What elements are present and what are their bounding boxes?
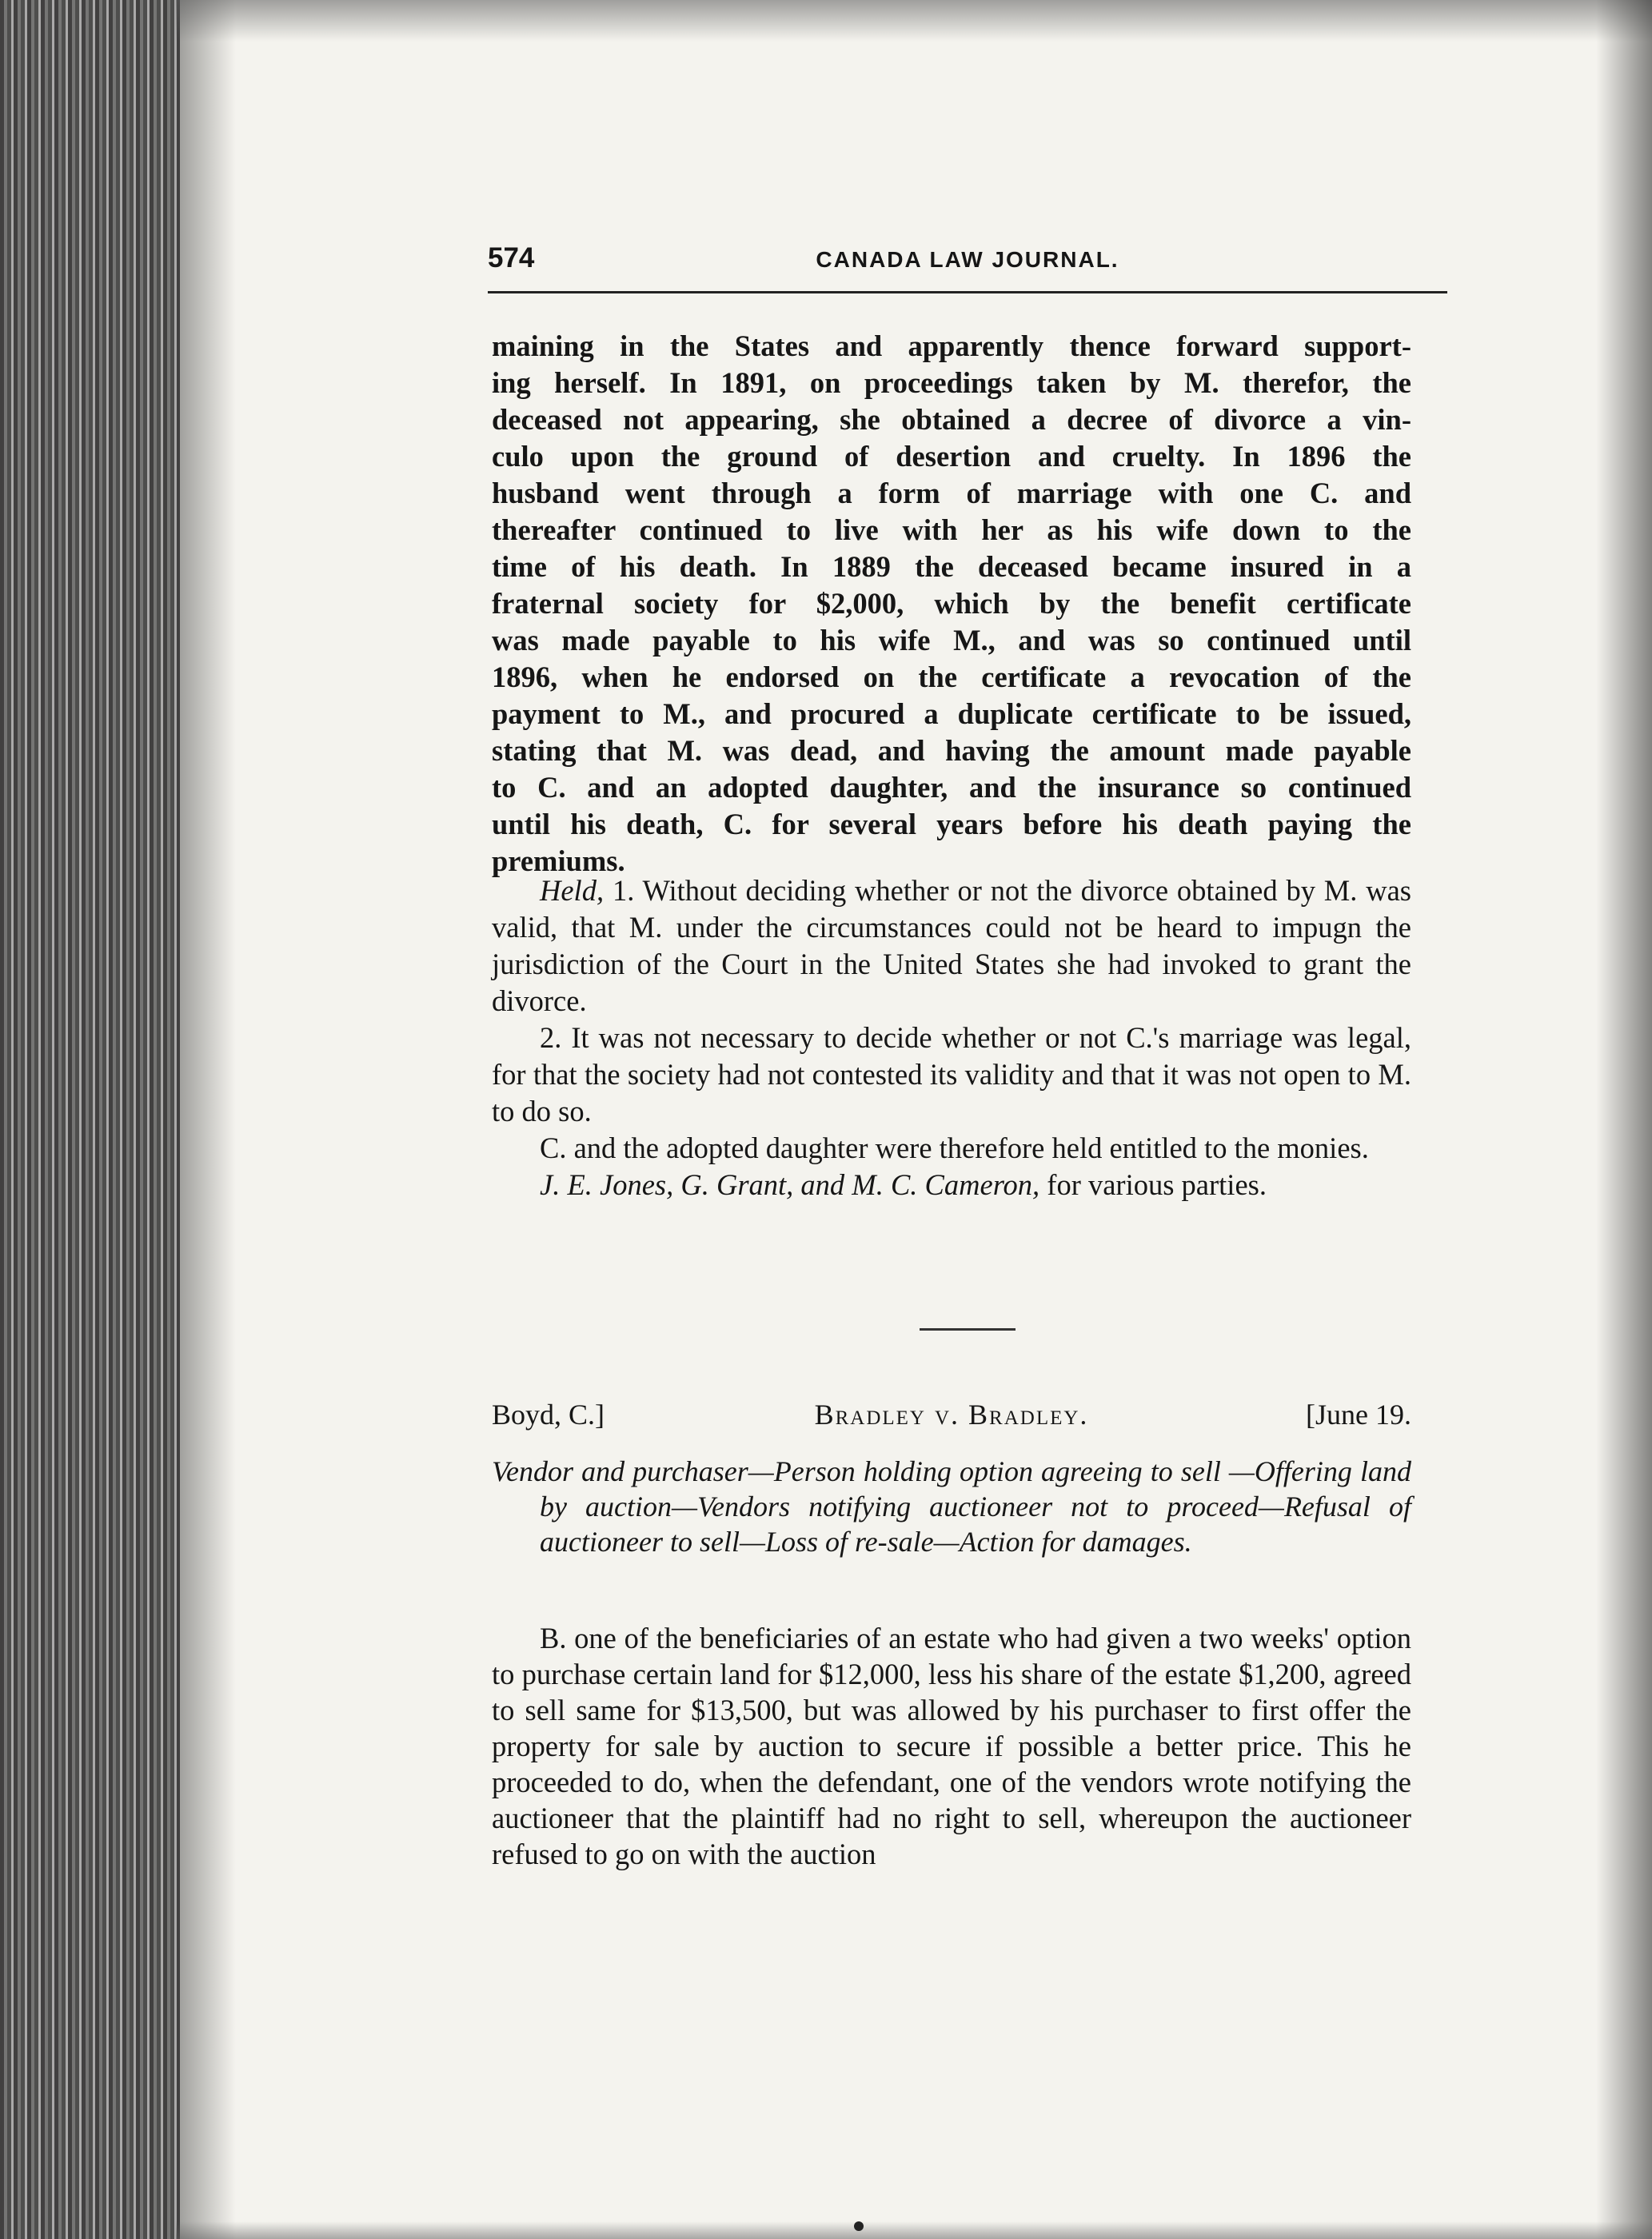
summary-line: until his death, C. for several years before his death paying the	[492, 808, 1411, 840]
scan-dot	[854, 2221, 864, 2231]
case-headnote	[492, 1454, 1411, 1559]
scan-left-edge	[0, 0, 180, 2239]
counsel-paragraph	[492, 1167, 1411, 1203]
summary-line: to C. and an adopted daughter, and the insurance so continued	[492, 771, 1411, 804]
summary-line: husband went through a form of marriage with one C. and	[492, 477, 1411, 509]
case-facts	[492, 1620, 1411, 1872]
summary-line: stating that M. was dead, and having the amount made payable	[492, 734, 1411, 767]
case-title: Bradley v. Bradley.	[814, 1399, 1089, 1431]
summary-line: 1896, when he endorsed on the certificate a revocation of the	[492, 661, 1411, 693]
scan-bottom-edge	[176, 2221, 1652, 2239]
case-summary	[492, 328, 1411, 880]
section-divider	[920, 1328, 1016, 1331]
journal-title: CANADA LAW JOURNAL.	[816, 247, 1119, 272]
page-number: 574	[488, 242, 535, 273]
scan-top-edge	[176, 0, 1652, 42]
judge-reference: Boyd, C.]	[492, 1399, 605, 1431]
scan-left-shadow	[180, 0, 236, 2239]
summary-line: fraternal society for $2,000, which by the benefit certificate	[492, 587, 1411, 620]
summary-line: deceased not appearing, she obtained a decree of divorce a vin-	[492, 403, 1411, 436]
held-paragraph-1	[492, 872, 1411, 1020]
summary-line: payment to M., and procured a duplicate certificate to be issued,	[492, 697, 1411, 730]
summary-line: maining in the States and apparently thence forward support-	[492, 329, 1411, 362]
case-date: [June 19.	[1306, 1399, 1411, 1431]
case-caption	[492, 1398, 1411, 1436]
held-paragraph-2: 2. It was not necessary to decide whether or not C.'s marriage was legal, for that the society had not contested its validity and that it was not open to M. to do so.	[492, 1021, 1411, 1127]
counsel-role: for various parties.	[1039, 1168, 1267, 1201]
header-rule	[488, 291, 1447, 293]
result-paragraph: C. and the adopted daughter were therefore held entitled to the monies.	[540, 1131, 1369, 1164]
summary-line: premiums.	[492, 844, 625, 877]
summary-line: ing herself. In 1891, on proceedings taken by M. therefor, the	[492, 366, 1411, 399]
running-head	[488, 242, 1447, 277]
headnote-text: Vendor and purchaser—Person holding option agreeing to sell —Offering land by auction—Vendors notifying auctioneer not to proceed—Refusal of auctioneer to sell—Loss of re-sale—Action for damages.	[492, 1455, 1411, 1558]
counsel-names: J. E. Jones, G. Grant, and M. C. Cameron,	[540, 1168, 1040, 1201]
case-holding	[492, 872, 1411, 1203]
summary-line: thereafter continued to live with her as his wife down to the	[492, 513, 1411, 546]
scan-right-edge	[1596, 0, 1652, 2239]
facts-paragraph: B. one of the beneficiaries of an estate who had given a two weeks' option to purchase certain land for $12,000, less his share of the estate $1,200, agreed to sell same for $13,500, but was allowed by his purchaser to first offer the property for sale by auction to secure if possible a better price. This he proceeded to do, when the defendant, one of the vendors wrote notifying the auctioneer that the plaintiff had no right to sell, whereupon the auctioneer refused to go on with the auction	[492, 1622, 1411, 1870]
summary-line: was made payable to his wife M., and was so continued until	[492, 624, 1411, 657]
held-label: Held,	[540, 874, 605, 907]
summary-line: time of his death. In 1889 the deceased became insured in a	[492, 550, 1411, 583]
summary-line: culo upon the ground of desertion and cruelty. In 1896 the	[492, 440, 1411, 473]
held-text-1: 1. Without deciding whether or not the divorce obtained by M. was valid, that M. under the circumstances could not be heard to impugn the jurisdiction of the Court in the United States she had invoked to grant the divorce.	[492, 874, 1412, 1017]
